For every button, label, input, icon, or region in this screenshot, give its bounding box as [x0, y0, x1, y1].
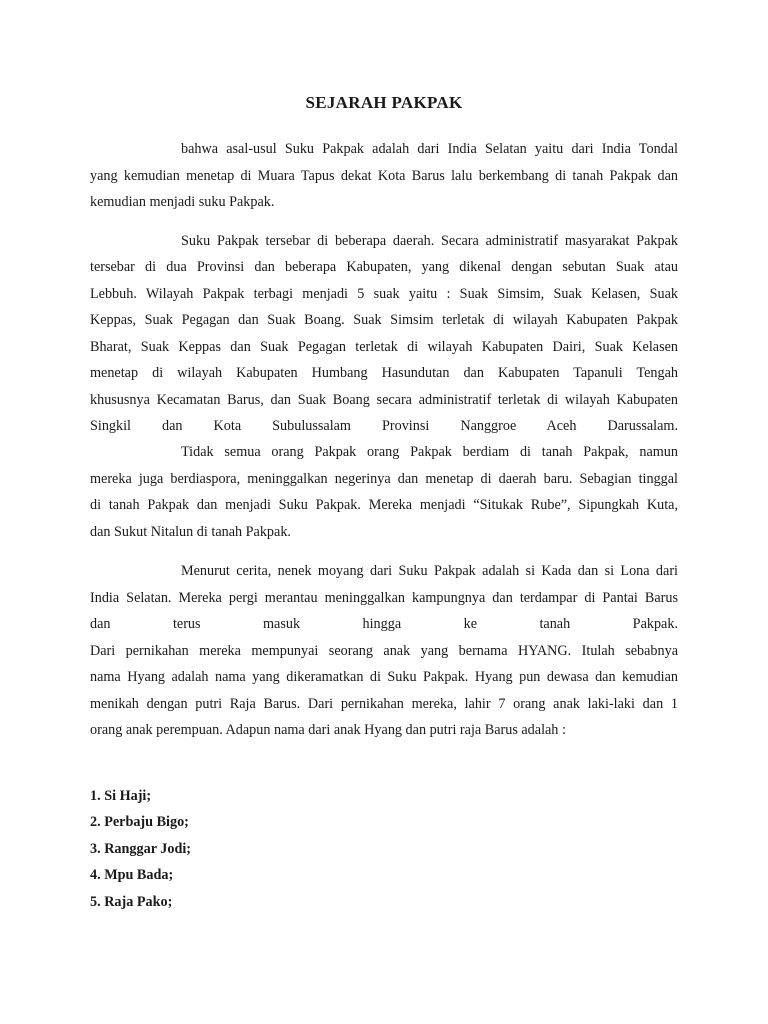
paragraph-line: orang anak perempuan. Adapun nama dari anak Hyang dan putri raja Barus adalah :: [90, 722, 566, 738]
paragraph-line: Tidak semua orang Pakpak orang Pakpak berdiam di tanah Pakpak, namun: [181, 444, 678, 460]
paragraph-line: bahwa asal-usul Suku Pakpak adalah dari India Selatan yaitu dari India Tondal: [181, 141, 678, 157]
paragraph-line: dan terus masuk hingga ke tanah Pakpak.: [90, 616, 678, 632]
paragraph-line: di tanah Pakpak dan menjadi Suku Pakpak. Mereka menjadi “Situkak Rube”, Sipungkah Kuta,: [90, 497, 678, 513]
paragraph-line: kemudian menjadi suku Pakpak.: [90, 194, 275, 210]
paragraph-line: dan Sukut Nitalun di tanah Pakpak.: [90, 524, 291, 540]
paragraph-line: menetap di wilayah Kabupaten Humbang Hasundutan dan Kabupaten Tapanuli Tengah: [90, 365, 678, 381]
paragraph-line: menikah dengan putri Raja Barus. Dari pernikahan mereka, lahir 7 orang anak laki-laki dan 1: [90, 696, 678, 712]
paragraph-line: Singkil dan Kota Subulussalam Provinsi Nanggroe Aceh Darussalam.: [90, 418, 678, 434]
paragraph-line: Keppas, Suak Pegagan dan Suak Boang. Suak Simsim terletak di wilayah Kabupaten Pakpak: [90, 312, 678, 328]
paragraph-line: India Selatan. Mereka pergi merantau meninggalkan kampungnya dan terdampar di Pantai Barus: [90, 590, 678, 606]
list-item: 5. Raja Pako;: [90, 894, 173, 910]
paragraph-line: nama Hyang adalah nama yang dikeramatkan di Suku Pakpak. Hyang pun dewasa dan kemudian: [90, 669, 678, 685]
paragraph-line: Bharat, Suak Keppas dan Suak Pegagan terletak di wilayah Kabupaten Dairi, Suak Kelasen: [90, 339, 678, 355]
paragraph-line: Suku Pakpak tersebar di beberapa daerah. Secara administratif masyarakat Pakpak: [181, 233, 678, 249]
document-title: SEJARAH PAKPAK: [305, 93, 463, 112]
paragraph-line: yang kemudian menetap di Muara Tapus dekat Kota Barus lalu berkembang di tanah Pakpak dan: [90, 168, 678, 184]
list-item: 1. Si Haji;: [90, 788, 152, 804]
paragraph-line: Dari pernikahan mereka mempunyai seorang anak yang bernama HYANG. Itulah sebabnya: [90, 643, 678, 659]
paragraph-line: tersebar di dua Provinsi dan beberapa Kabupaten, yang dikenal dengan sebutan Suak atau: [90, 259, 678, 275]
list-item: 2. Perbaju Bigo;: [90, 814, 189, 830]
paragraph-line: mereka juga berdiaspora, meninggalkan negerinya dan menetap di daerah baru. Sebagian tinggal: [90, 471, 678, 487]
paragraph-line: khususnya Kecamatan Barus, dan Suak Boang secara administratif terletak di wilayah Kabupaten: [90, 392, 678, 408]
paragraph-line: Menurut cerita, nenek moyang dari Suku Pakpak adalah si Kada dan si Lona dari: [181, 563, 678, 579]
list-item: 4. Mpu Bada;: [90, 867, 174, 883]
list-item: 3. Ranggar Jodi;: [90, 841, 192, 857]
paragraph-line: Lebbuh. Wilayah Pakpak terbagi menjadi 5 suak yaitu : Suak Simsim, Suak Kelasen, Suak: [90, 286, 678, 302]
